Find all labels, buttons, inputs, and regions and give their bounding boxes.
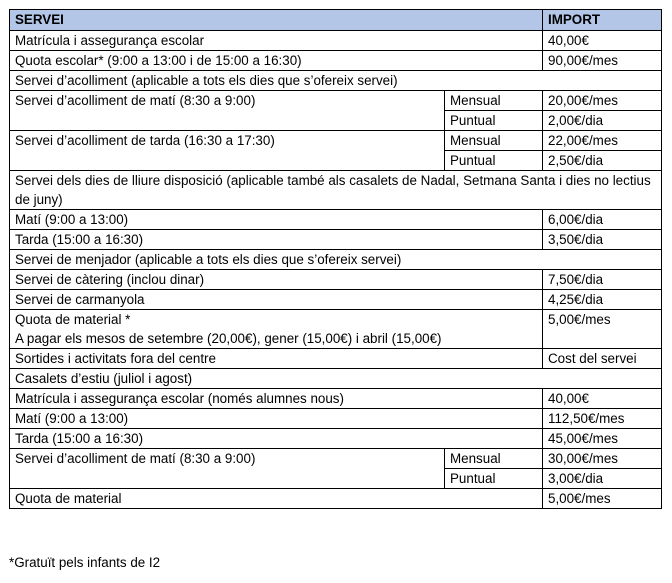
section-label: Servei de menjador (aplicable a tots els dies que s’ofereix servei) [10, 250, 662, 270]
service-cell [10, 31, 543, 51]
table-row [10, 91, 662, 111]
table-row [10, 290, 662, 310]
service-label: Quota de material * [15, 312, 131, 327]
table-row [10, 409, 662, 429]
table-row [10, 131, 662, 151]
table-row [10, 349, 662, 369]
service-label: Matrícula i assegurança escolar [15, 33, 205, 48]
service-cell [10, 290, 543, 310]
amount-value: 40,00€ [543, 389, 662, 409]
service-cell [10, 230, 543, 250]
amount-value: 112,50€/mes [543, 409, 662, 429]
table-row [10, 489, 662, 509]
rate-type: Puntual [445, 469, 543, 489]
amount-value: 5,00€/mes [543, 489, 662, 509]
amount-value: 4,25€/dia [543, 290, 662, 310]
service-cell [10, 310, 543, 349]
rate-type: Mensual [445, 449, 543, 469]
table-row [10, 31, 662, 51]
table-row [10, 310, 662, 349]
service-cell [10, 210, 543, 230]
amount-value: 45,00€/mes [543, 429, 662, 449]
service-label: Matrícula i assegurança escolar (només alumnes nous) [15, 391, 344, 406]
section-row [10, 250, 662, 270]
header-row [10, 10, 662, 31]
table-row [10, 429, 662, 449]
service-label: Tarda (15:00 a 16:30) [15, 232, 144, 247]
section-label: Casalets d’estiu (juliol i agost) [10, 369, 662, 389]
section-row [10, 71, 662, 91]
fee-table [9, 9, 662, 509]
service-label: Sortides i activitats fora del centre [15, 351, 216, 366]
table-row [10, 270, 662, 290]
table-row [10, 230, 662, 250]
amount-value: Cost del servei [543, 349, 662, 369]
service-label: Servei d’acolliment de matí (8:30 a 9:00) [10, 91, 445, 131]
amount-value: 3,50€/dia [543, 230, 662, 250]
amount-value: 20,00€/mes [543, 91, 662, 111]
service-cell [10, 349, 543, 369]
footnote: *Gratuït pels infants de I2 [9, 555, 161, 570]
table-row [10, 389, 662, 409]
amount-value: 7,50€/dia [543, 270, 662, 290]
service-label: Quota de material [15, 491, 122, 506]
amount-value: 6,00€/dia [543, 210, 662, 230]
amount-value: 5,00€/mes [543, 310, 662, 349]
amount-value: 40,00€ [543, 31, 662, 51]
fee-table-body [10, 31, 662, 509]
amount-value: 2,50€/dia [543, 151, 662, 171]
service-cell [10, 270, 543, 290]
service-cell [10, 489, 543, 509]
header-service: SERVEI [10, 10, 543, 31]
service-label: Servei de carmanyola [15, 292, 145, 307]
service-cell [10, 429, 543, 449]
table-row [10, 449, 662, 469]
service-cell [10, 389, 543, 409]
amount-value: 90,00€/mes [543, 51, 662, 71]
service-cell [10, 409, 543, 429]
amount-value: 3,00€/dia [543, 469, 662, 489]
table-row [10, 51, 662, 71]
section-label: Servei d’acolliment (aplicable a tots els dies que s’ofereix servei) [10, 71, 662, 91]
service-label: Servei de càtering (inclou dinar) [15, 272, 205, 287]
amount-value: 2,00€/dia [543, 111, 662, 131]
rate-type: Puntual [445, 111, 543, 131]
service-label: Matí (9:00 a 13:00) [15, 212, 129, 227]
service-cell [10, 51, 543, 71]
rate-type: Mensual [445, 91, 543, 111]
amount-value: 22,00€/mes [543, 131, 662, 151]
rate-type: Mensual [445, 131, 543, 151]
service-label: Tarda (15:00 a 16:30) [15, 431, 144, 446]
section-row [10, 369, 662, 389]
table-row [10, 210, 662, 230]
service-note: A pagar els mesos de setembre (20,00€), gener (15,00€) i abril (15,00€) [15, 331, 442, 346]
service-label: Servei d’acolliment de matí (8:30 a 9:00) [10, 449, 445, 489]
section-row [10, 171, 662, 210]
header-amount: IMPORT [543, 10, 662, 31]
service-label: Quota escolar* (9:00 a 13:00 i de 15:00 a 16:30) [15, 53, 302, 68]
rate-type: Puntual [445, 151, 543, 171]
amount-value: 30,00€/mes [543, 449, 662, 469]
section-label: Servei dels dies de lliure disposició (aplicable també als casalets de Nadal, Setmana Santa i dies no lectius de juny) [10, 171, 662, 210]
service-label: Servei d’acolliment de tarda (16:30 a 17:30) [10, 131, 445, 171]
service-label: Matí (9:00 a 13:00) [15, 411, 129, 426]
